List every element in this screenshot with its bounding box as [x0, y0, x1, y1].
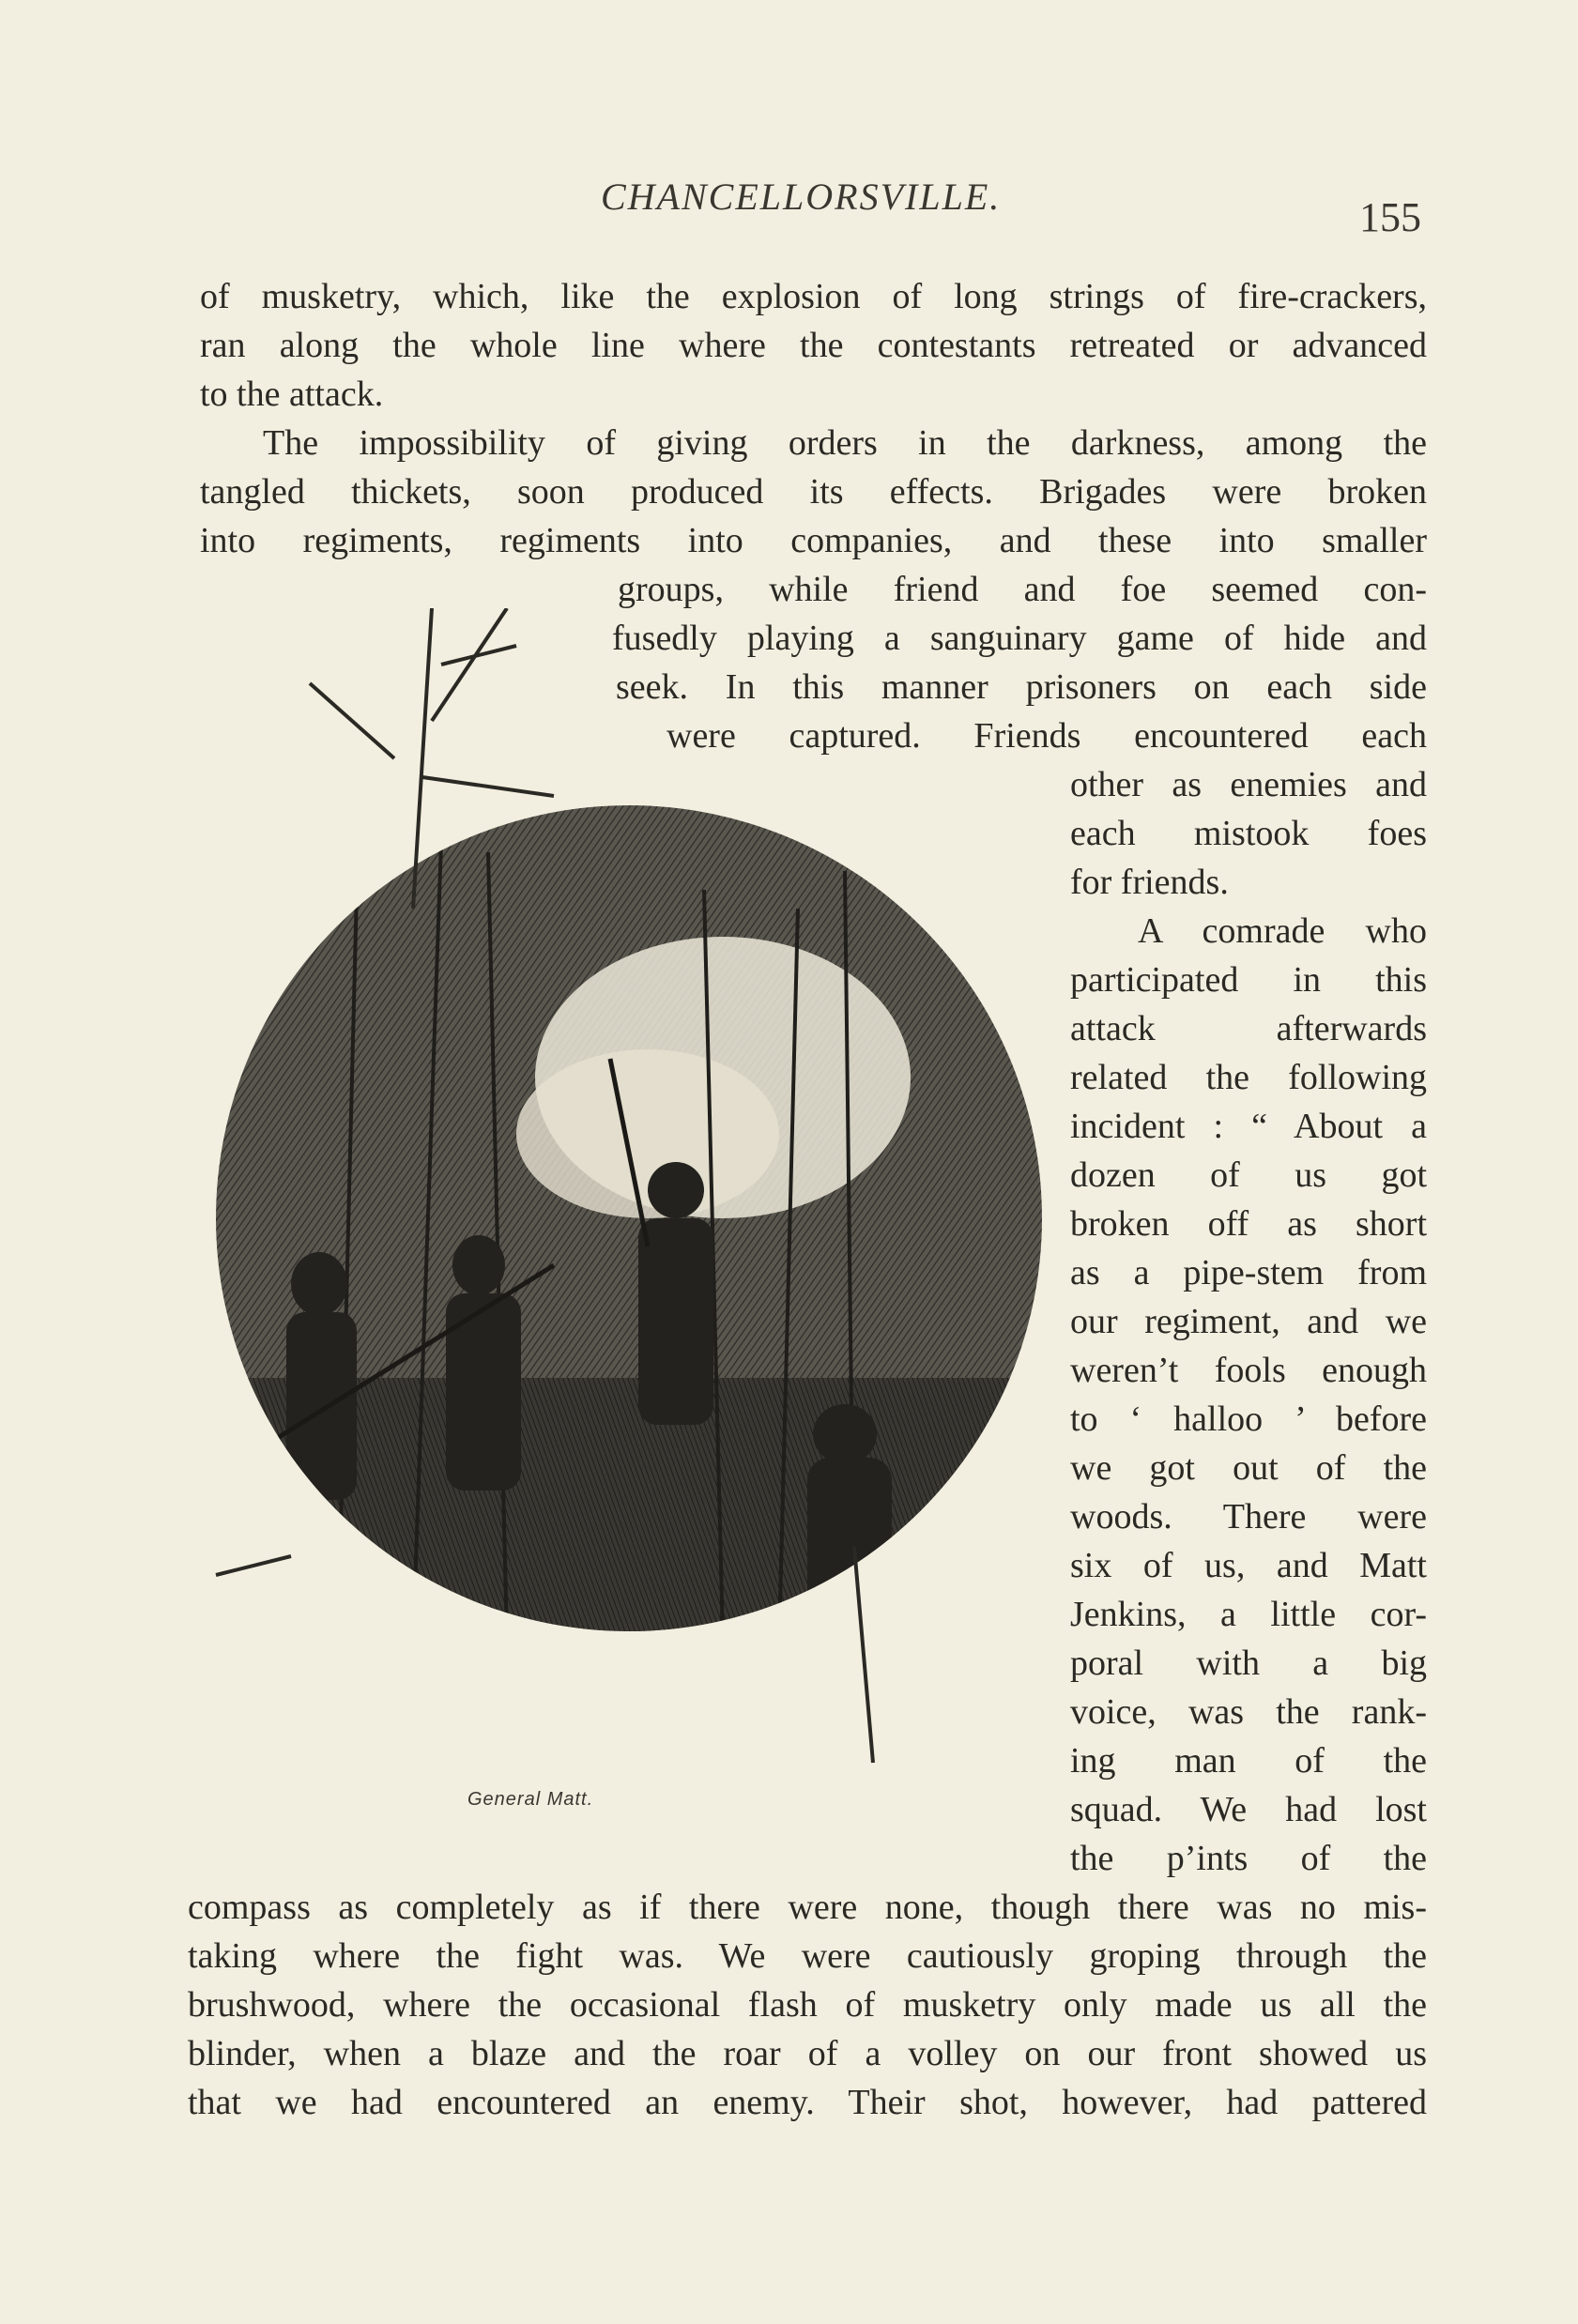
text-line: each mistook foes	[1070, 814, 1427, 853]
text-line: of musketry, which, like the explosion of long strings of fire-crackers,	[200, 277, 1427, 316]
text-line: six of us, and Matt	[1070, 1546, 1427, 1585]
text-line: ran along the whole line where the contestants retreated or advanced	[200, 326, 1427, 365]
text-line: tangled thickets, soon produced its effects. Brigades were broken	[200, 472, 1427, 512]
text-line: seek. In this manner prisoners on each side	[616, 667, 1427, 707]
text-line: our regiment, and we	[1070, 1302, 1427, 1341]
text-line: as a pipe-stem from	[1070, 1253, 1427, 1292]
text-line: squad. We had lost	[1070, 1790, 1427, 1829]
text-line: weren’t fools enough	[1070, 1351, 1427, 1390]
text-line: voice, was the rank-	[1070, 1692, 1427, 1732]
text-line: related the following	[1070, 1058, 1427, 1097]
text-line: woods. There were	[1070, 1497, 1427, 1537]
running-title: CHANCELLORSVILLE.	[601, 176, 1002, 218]
text-line: brushwood, where the occasional flash of musketry only made us all the	[188, 1985, 1427, 2025]
text-line: were captured. Friends encountered each	[666, 716, 1427, 756]
figure-caption: General Matt.	[467, 1789, 594, 1810]
text-line: that we had encountered an enemy. Their shot, however, had pattered	[188, 2083, 1427, 2122]
text-line: The impossibility of giving orders in the darkness, among the	[263, 423, 1427, 463]
text-line: into regiments, regiments into companies, and these into smaller	[200, 521, 1427, 560]
text-line: taking where the fight was. We were cautiously groping through the	[188, 1936, 1427, 1976]
text-line: ing man of the	[1070, 1741, 1427, 1781]
text-line: dozen of us got	[1070, 1155, 1427, 1195]
text-line: broken off as short	[1070, 1204, 1427, 1244]
text-line: groups, while friend and foe seemed con-	[618, 570, 1427, 609]
text-line: fusedly playing a sanguinary game of hide and	[612, 619, 1427, 658]
text-line: attack afterwards	[1070, 1009, 1427, 1048]
page-number: 155	[1359, 194, 1421, 240]
text-line: blinder, when a blaze and the roar of a volley on our front showed us	[188, 2034, 1427, 2073]
text-line: other as enemies and	[1070, 765, 1427, 804]
text-line: compass as completely as if there were none, though there was no mis-	[188, 1888, 1427, 1927]
text-line: incident : “ About a	[1070, 1107, 1427, 1146]
text-line: to the attack.	[200, 375, 384, 414]
engraving-illustration	[197, 608, 1042, 1847]
text-line: for friends.	[1070, 863, 1229, 902]
text-line: A comrade who	[1138, 911, 1427, 951]
text-line: to ‘ halloo ’ before	[1070, 1399, 1427, 1439]
text-line: poral with a big	[1070, 1644, 1427, 1683]
text-line: participated in this	[1070, 960, 1427, 1000]
text-line: Jenkins, a little cor-	[1070, 1595, 1427, 1634]
text-line: we got out of the	[1070, 1448, 1427, 1488]
text-line: the p’ints of the	[1070, 1839, 1427, 1878]
